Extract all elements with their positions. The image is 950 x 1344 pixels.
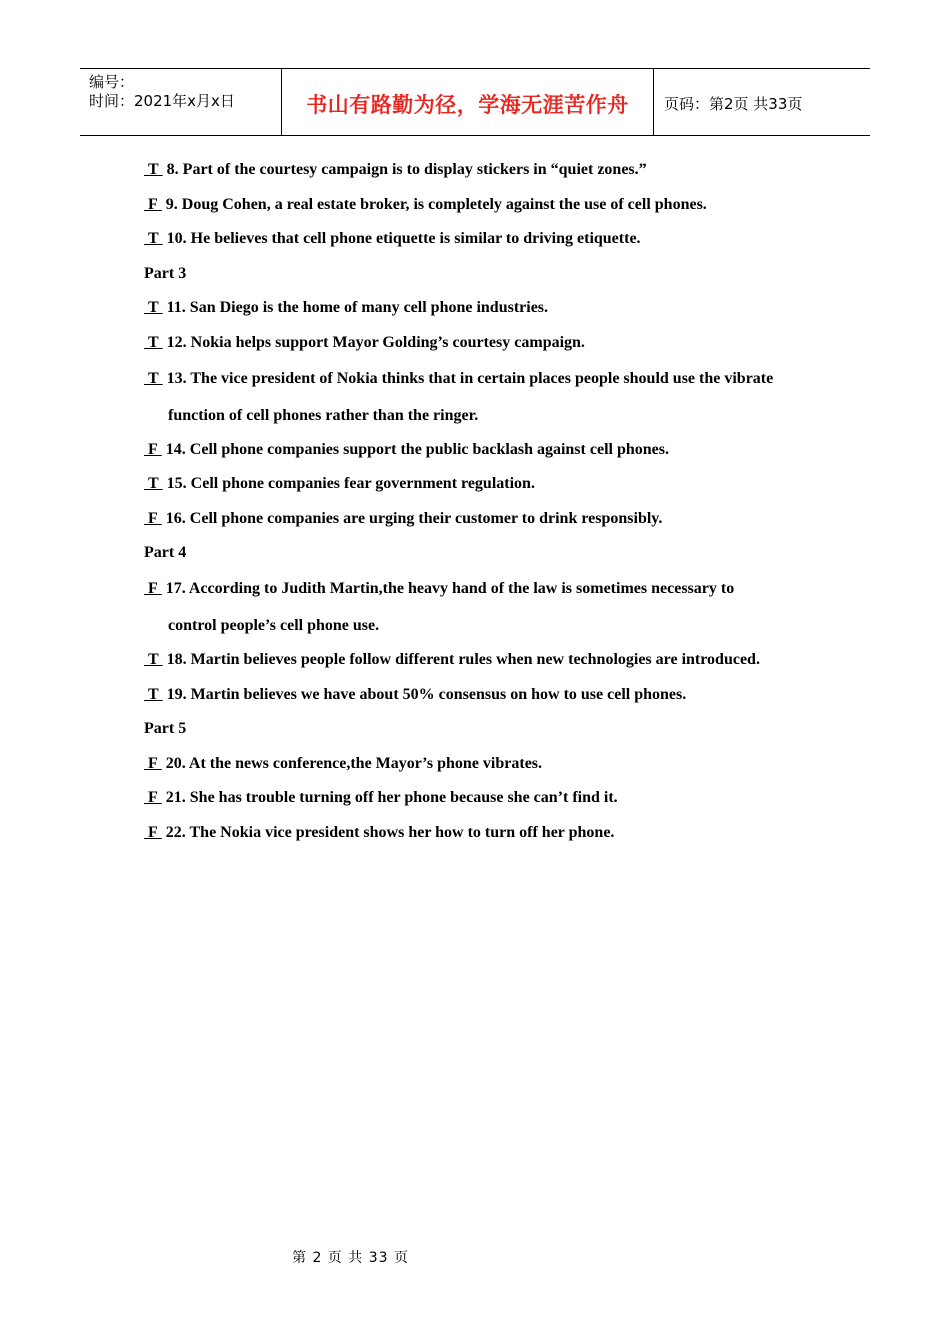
question-item bbox=[144, 754, 805, 774]
answer-mark: T bbox=[148, 685, 159, 703]
motto-text: 书山有路勤为径，学海无涯苦作舟 bbox=[306, 93, 629, 117]
question-text: 19. Martin believes we have about 50% consensus on how to use cell phones. bbox=[166, 685, 687, 703]
answer-mark: F bbox=[148, 823, 158, 841]
question-text: 18. Martin believes people follow different rules when new technologies are introduced. bbox=[166, 650, 760, 668]
question-item bbox=[144, 195, 805, 215]
question-text: 8. Part of the courtesy campaign is to display stickers in “quiet zones.” bbox=[166, 161, 647, 178]
header-info-cell bbox=[80, 69, 281, 135]
question-item bbox=[144, 788, 805, 808]
question-text: 20. At the news conference,the Mayor’s phone vibrates. bbox=[165, 754, 543, 772]
question-item bbox=[144, 823, 805, 843]
question-item bbox=[144, 229, 805, 249]
question-item bbox=[144, 509, 805, 529]
answer-mark: F bbox=[148, 195, 158, 213]
answer-mark: F bbox=[148, 440, 158, 458]
answer-mark: T bbox=[148, 650, 159, 668]
question-item bbox=[144, 650, 805, 670]
question-text: 16. Cell phone companies are urging their customer to drink responsibly. bbox=[165, 509, 663, 527]
answer-mark: F bbox=[148, 579, 158, 597]
part-heading: Part 5 bbox=[144, 720, 187, 738]
question-item bbox=[144, 440, 805, 460]
header-page-cell bbox=[654, 69, 870, 135]
answer-mark: F bbox=[148, 754, 158, 772]
question-text: 15. Cell phone companies fear government regulation. bbox=[166, 475, 535, 493]
question-item bbox=[144, 474, 805, 494]
page-footer: 第 2 页 共 33 页 bbox=[292, 1250, 409, 1266]
question-text: 22. The Nokia vice president shows her how to turn off her phone. bbox=[165, 823, 615, 841]
question-text: 9. Doug Cohen, a real estate broker, is completely against the use of cell phones. bbox=[165, 195, 707, 213]
header-motto-cell bbox=[281, 69, 654, 135]
question-item bbox=[144, 333, 805, 353]
answer-mark: T bbox=[148, 299, 159, 317]
answer-mark: T bbox=[148, 475, 159, 493]
question-item bbox=[144, 160, 805, 180]
question-item bbox=[144, 570, 805, 644]
question-text: 12. Nokia helps support Mayor Golding’s courtesy campaign. bbox=[166, 333, 585, 351]
part-heading: Part 4 bbox=[144, 544, 187, 562]
question-text: 21. She has trouble turning off her phone because she can’t find it. bbox=[165, 789, 618, 807]
question-text: 17. According to Judith Martin,the heavy hand of the law is sometimes necessary to bbox=[165, 579, 735, 597]
answer-mark: T bbox=[148, 333, 159, 351]
question-text: 13. The vice president of Nokia thinks that in certain places people should use the vibrate bbox=[166, 369, 774, 387]
answer-mark: F bbox=[148, 789, 158, 807]
code-label: 编号： bbox=[89, 73, 135, 91]
answer-mark: T bbox=[148, 161, 159, 178]
page-header bbox=[80, 68, 870, 136]
page-info: 页码：第2页 共33页 bbox=[664, 95, 803, 113]
document-body bbox=[144, 160, 805, 858]
question-item bbox=[144, 685, 805, 705]
question-item bbox=[144, 298, 805, 318]
question-text: 11. San Diego is the home of many cell phone industries. bbox=[166, 299, 549, 317]
answer-mark: F bbox=[148, 509, 158, 527]
time-label: 时间：2021年x月x日 bbox=[89, 92, 235, 110]
answer-mark: T bbox=[148, 230, 159, 248]
answer-mark: T bbox=[148, 369, 159, 387]
question-text: 14. Cell phone companies support the public backlash against cell phones. bbox=[165, 440, 669, 458]
question-continuation: control people’s cell phone use. bbox=[168, 616, 380, 634]
question-continuation: function of cell phones rather than the ringer. bbox=[168, 406, 479, 424]
question-item bbox=[144, 360, 805, 434]
part-heading: Part 3 bbox=[144, 264, 187, 282]
question-text: 10. He believes that cell phone etiquette is similar to driving etiquette. bbox=[166, 230, 641, 248]
